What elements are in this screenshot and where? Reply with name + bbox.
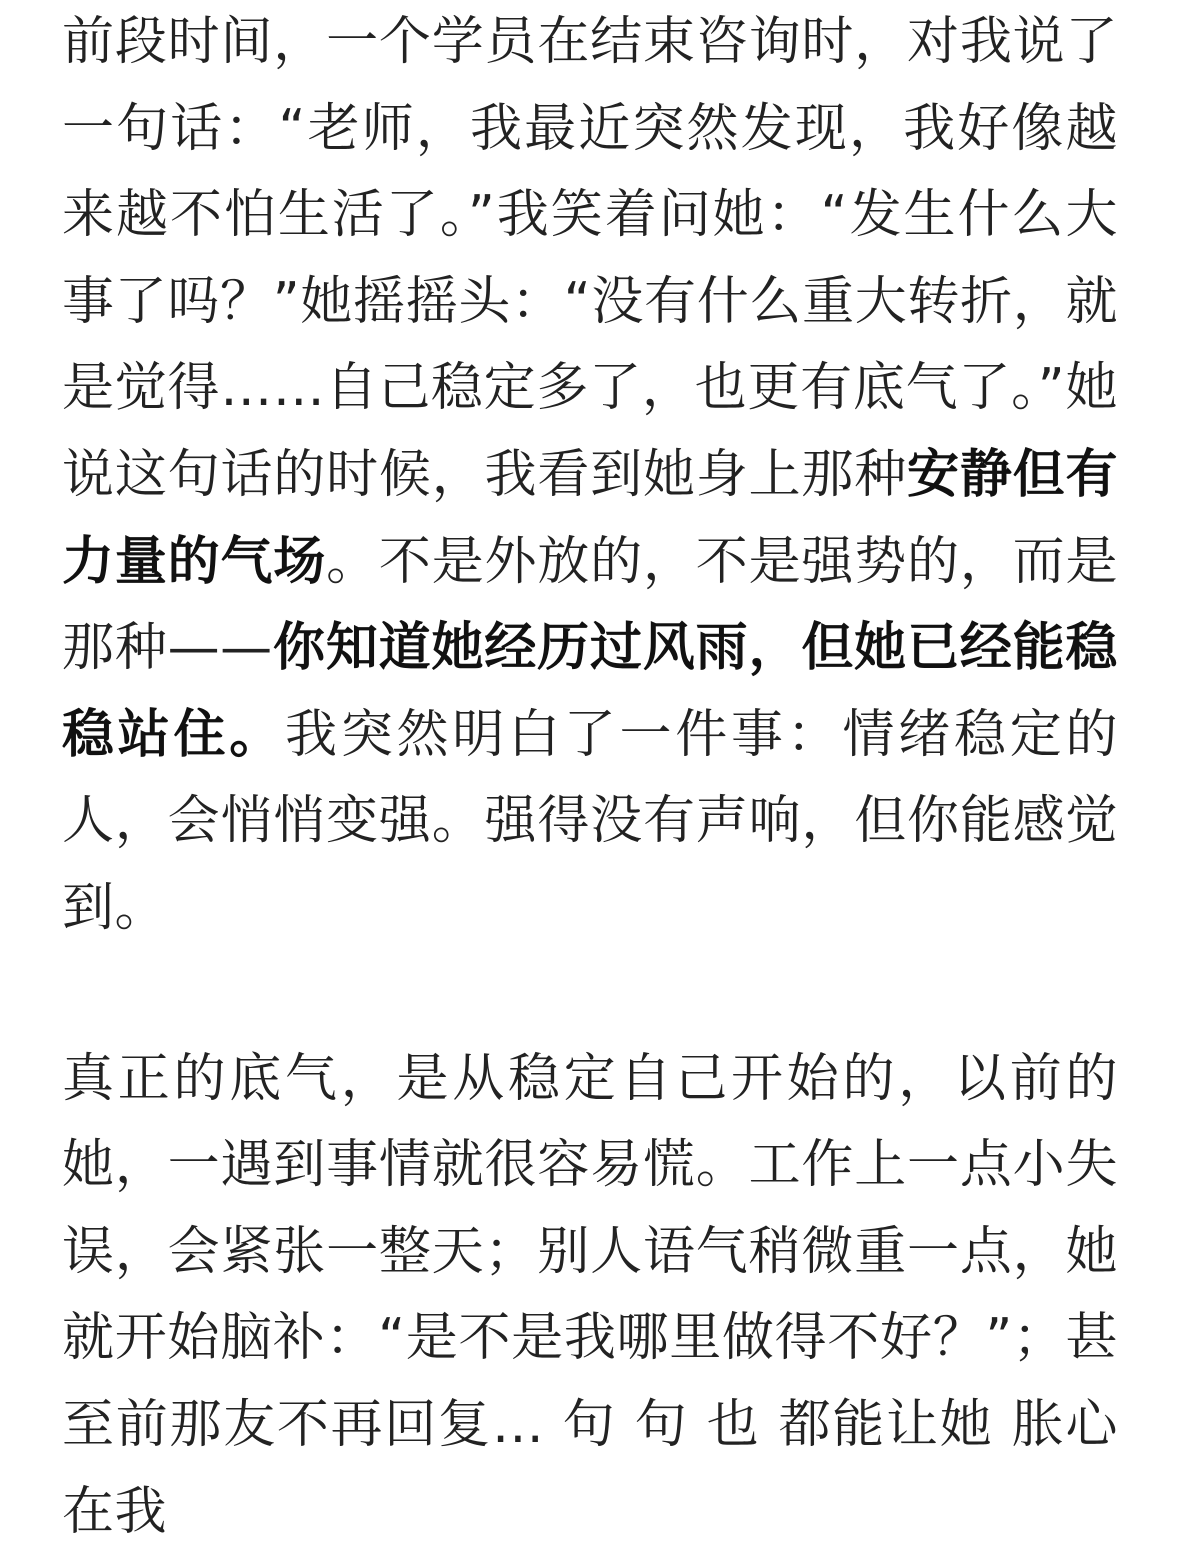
article-body xyxy=(62,0,1118,1555)
paragraph-2-text: 真正的底气，是从稳定自己开始的，以前的她，一遇到事情就很容易慌。工作上一点小失误，会紧张一整天；别人语气稍微重一点，她就开始脑补：“是不是我哪里做得不好？”；甚至前那友不再回复… 句 句 也 都能让她 胀心 在我 xyxy=(62,1048,1118,1542)
paragraph-1 xyxy=(62,0,1118,952)
paragraph-1-text-1: 前段时间，一个学员在结束咨询时，对我说了一句话：“老师，我最近突然发现，我好像越来越不怕生活了。”我笑着问她：“发生什么大事了吗？”她摇摇头：“没有什么重大转折，就是觉得……自己稳定多了，也更有底气了。”她说这句话的时候，我看到她身上那种 xyxy=(62,12,1118,505)
paragraph-1-bold-1: 安静但有力量的气场 xyxy=(62,444,1118,592)
paragraph-2 xyxy=(62,1036,1118,1555)
paragraph-1-bold-2: 你知道她经历过风雨，但她已经能稳稳站住。 xyxy=(62,618,1118,765)
paragraph-1-text-2: 。不是外放的，不是强势的，而是那种—— xyxy=(62,531,1118,679)
paragraph-1-text-3: 我突然明白了一件事：情绪稳定的人，会悄悄变强。强得没有声响，但你能感觉到。 xyxy=(62,704,1118,938)
